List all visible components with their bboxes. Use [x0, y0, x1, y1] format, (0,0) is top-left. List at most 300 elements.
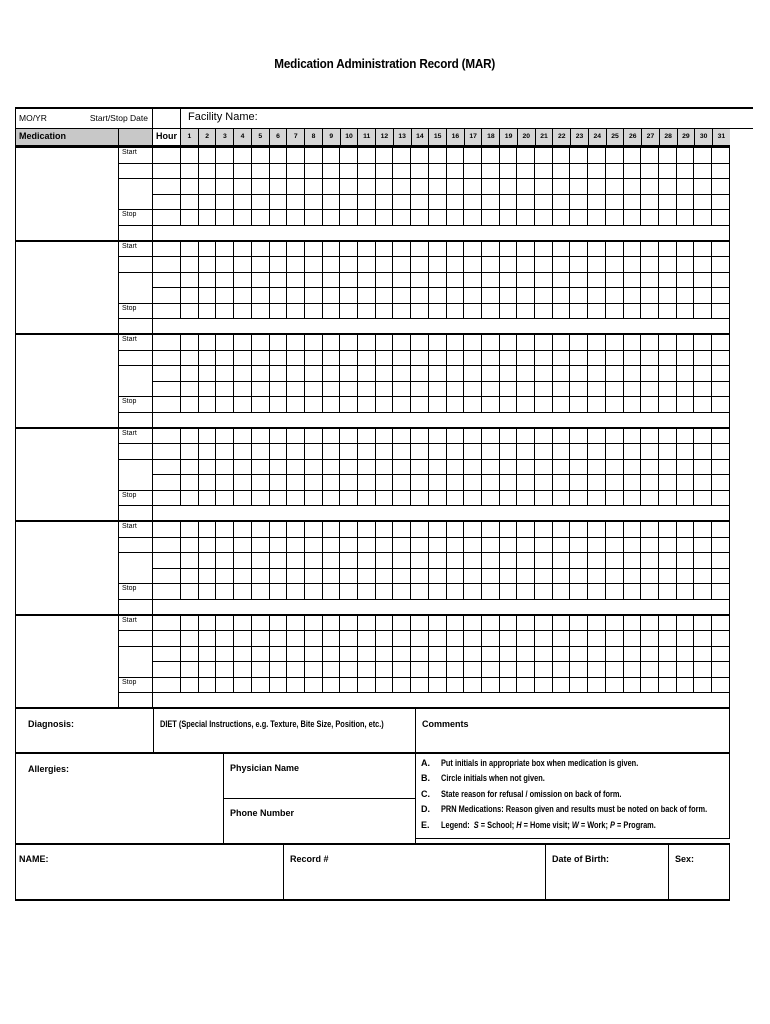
day-cell[interactable] [270, 584, 288, 599]
day-cell[interactable] [287, 304, 305, 319]
day-cell[interactable] [216, 366, 234, 381]
day-cell[interactable] [252, 397, 270, 412]
day-cell[interactable] [694, 491, 712, 506]
day-cell[interactable] [252, 164, 270, 179]
hour-cell[interactable] [153, 397, 181, 412]
day-cell[interactable] [464, 553, 482, 568]
day-cell[interactable] [447, 553, 465, 568]
day-cell[interactable] [234, 429, 252, 444]
day-cell[interactable] [305, 491, 323, 506]
day-cell[interactable] [358, 257, 376, 272]
day-cell[interactable] [606, 210, 624, 225]
day-cell[interactable] [181, 164, 199, 179]
day-cell[interactable] [482, 584, 500, 599]
day-cell[interactable] [216, 491, 234, 506]
day-cell[interactable] [305, 522, 323, 537]
day-cell[interactable] [234, 647, 252, 662]
day-cell[interactable] [677, 382, 695, 397]
day-cell[interactable] [323, 242, 341, 257]
hour-cell[interactable] [153, 351, 181, 366]
day-cell[interactable] [287, 429, 305, 444]
day-cell[interactable] [606, 397, 624, 412]
day-cell[interactable] [712, 382, 729, 397]
day-cell[interactable] [411, 429, 429, 444]
day-cell[interactable] [482, 382, 500, 397]
day-cell[interactable] [234, 678, 252, 693]
day-cell[interactable] [464, 475, 482, 490]
day-cell[interactable] [305, 647, 323, 662]
day-cell[interactable] [305, 460, 323, 475]
day-cell[interactable] [323, 553, 341, 568]
day-cell[interactable] [305, 475, 323, 490]
day-cell[interactable] [234, 179, 252, 194]
day-cell[interactable] [553, 335, 571, 350]
day-cell[interactable] [588, 491, 606, 506]
day-cell[interactable] [500, 351, 518, 366]
day-cell[interactable] [641, 429, 659, 444]
day-cell[interactable] [287, 382, 305, 397]
day-cell[interactable] [677, 631, 695, 646]
day-cell[interactable] [447, 475, 465, 490]
day-cell[interactable] [358, 444, 376, 459]
day-cell[interactable] [659, 522, 677, 537]
day-cell[interactable] [216, 210, 234, 225]
day-cell[interactable] [464, 616, 482, 631]
day-cell[interactable] [305, 335, 323, 350]
day-cell[interactable] [287, 475, 305, 490]
day-cell[interactable] [517, 210, 535, 225]
hour-cell[interactable] [153, 616, 181, 631]
day-cell[interactable] [323, 647, 341, 662]
day-cell[interactable] [553, 195, 571, 210]
top-row-gap-cell[interactable] [153, 109, 181, 128]
day-cell[interactable] [358, 631, 376, 646]
day-cell[interactable] [287, 397, 305, 412]
day-cell[interactable] [588, 351, 606, 366]
day-cell[interactable] [677, 444, 695, 459]
day-cell[interactable] [553, 522, 571, 537]
day-cell[interactable] [500, 647, 518, 662]
day-cell[interactable] [606, 616, 624, 631]
day-cell[interactable] [641, 538, 659, 553]
day-cell[interactable] [712, 616, 729, 631]
day-cell[interactable] [482, 242, 500, 257]
day-cell[interactable] [199, 584, 217, 599]
day-cell[interactable] [270, 553, 288, 568]
day-cell[interactable] [199, 616, 217, 631]
day-cell[interactable] [588, 460, 606, 475]
day-cell[interactable] [606, 647, 624, 662]
day-cell[interactable] [535, 164, 553, 179]
day-cell[interactable] [659, 475, 677, 490]
day-cell[interactable] [712, 288, 729, 303]
medication-name-cell[interactable] [16, 522, 119, 614]
day-cell[interactable] [287, 195, 305, 210]
day-cell[interactable] [694, 351, 712, 366]
day-cell[interactable] [216, 429, 234, 444]
day-cell[interactable] [500, 522, 518, 537]
medication-name-cell[interactable] [16, 335, 119, 427]
day-cell[interactable] [181, 429, 199, 444]
hour-cell[interactable] [153, 195, 181, 210]
day-cell[interactable] [252, 257, 270, 272]
day-cell[interactable] [677, 366, 695, 381]
day-cell[interactable] [323, 164, 341, 179]
day-cell[interactable] [570, 288, 588, 303]
day-cell[interactable] [447, 584, 465, 599]
day-cell[interactable] [677, 662, 695, 677]
day-cell[interactable] [482, 148, 500, 163]
day-cell[interactable] [535, 397, 553, 412]
day-cell[interactable] [287, 569, 305, 584]
day-cell[interactable] [411, 195, 429, 210]
hour-cell[interactable] [153, 257, 181, 272]
day-cell[interactable] [677, 429, 695, 444]
day-cell[interactable] [553, 460, 571, 475]
day-cell[interactable] [216, 257, 234, 272]
day-cell[interactable] [588, 164, 606, 179]
day-cell[interactable] [340, 397, 358, 412]
day-cell[interactable] [588, 304, 606, 319]
hour-cell[interactable] [153, 678, 181, 693]
day-cell[interactable] [553, 491, 571, 506]
stop-date-cell[interactable]: Stop [119, 210, 152, 226]
day-cell[interactable] [517, 491, 535, 506]
day-cell[interactable] [624, 647, 642, 662]
day-cell[interactable] [216, 522, 234, 537]
day-cell[interactable] [358, 335, 376, 350]
day-cell[interactable] [323, 148, 341, 163]
day-cell[interactable] [393, 164, 411, 179]
day-cell[interactable] [216, 397, 234, 412]
day-cell[interactable] [500, 553, 518, 568]
day-cell[interactable] [216, 179, 234, 194]
day-cell[interactable] [624, 538, 642, 553]
day-cell[interactable] [712, 647, 729, 662]
day-cell[interactable] [429, 288, 447, 303]
day-cell[interactable] [624, 273, 642, 288]
day-cell[interactable] [358, 616, 376, 631]
day-cell[interactable] [429, 569, 447, 584]
day-cell[interactable] [500, 179, 518, 194]
hour-cell[interactable] [153, 553, 181, 568]
day-cell[interactable] [588, 366, 606, 381]
hour-cell[interactable] [153, 242, 181, 257]
day-cell[interactable] [553, 553, 571, 568]
day-cell[interactable] [234, 210, 252, 225]
day-cell[interactable] [535, 335, 553, 350]
day-cell[interactable] [464, 195, 482, 210]
day-cell[interactable] [411, 616, 429, 631]
day-cell[interactable] [234, 616, 252, 631]
day-cell[interactable] [500, 538, 518, 553]
day-cell[interactable] [553, 584, 571, 599]
hour-cell[interactable] [153, 522, 181, 537]
day-cell[interactable] [252, 491, 270, 506]
day-cell[interactable] [659, 148, 677, 163]
day-cell[interactable] [447, 366, 465, 381]
day-cell[interactable] [447, 210, 465, 225]
day-cell[interactable] [340, 678, 358, 693]
day-cell[interactable] [199, 429, 217, 444]
day-cell[interactable] [500, 242, 518, 257]
day-cell[interactable] [305, 429, 323, 444]
day-cell[interactable] [252, 584, 270, 599]
day-cell[interactable] [606, 273, 624, 288]
day-cell[interactable] [641, 195, 659, 210]
day-cell[interactable] [606, 429, 624, 444]
day-cell[interactable] [234, 584, 252, 599]
day-cell[interactable] [570, 366, 588, 381]
day-cell[interactable] [641, 553, 659, 568]
hour-entry-label-cell[interactable] [119, 444, 152, 460]
day-cell[interactable] [305, 179, 323, 194]
day-cell[interactable] [570, 616, 588, 631]
day-cell[interactable] [482, 429, 500, 444]
day-cell[interactable] [606, 662, 624, 677]
day-cell[interactable] [588, 288, 606, 303]
day-cell[interactable] [340, 647, 358, 662]
day-cell[interactable] [323, 429, 341, 444]
day-cell[interactable] [287, 678, 305, 693]
day-cell[interactable] [393, 273, 411, 288]
day-cell[interactable] [712, 429, 729, 444]
day-cell[interactable] [287, 647, 305, 662]
day-cell[interactable] [252, 242, 270, 257]
day-cell[interactable] [234, 522, 252, 537]
day-cell[interactable] [482, 179, 500, 194]
day-cell[interactable] [624, 304, 642, 319]
day-cell[interactable] [624, 195, 642, 210]
day-cell[interactable] [181, 475, 199, 490]
day-cell[interactable] [535, 616, 553, 631]
day-cell[interactable] [659, 179, 677, 194]
day-cell[interactable] [517, 257, 535, 272]
day-cell[interactable] [305, 616, 323, 631]
day-cell[interactable] [535, 553, 553, 568]
day-cell[interactable] [694, 148, 712, 163]
day-cell[interactable] [712, 569, 729, 584]
day-cell[interactable] [694, 273, 712, 288]
day-cell[interactable] [376, 288, 394, 303]
day-cell[interactable] [376, 647, 394, 662]
day-cell[interactable] [659, 397, 677, 412]
day-cell[interactable] [517, 351, 535, 366]
day-cell[interactable] [270, 335, 288, 350]
day-cell[interactable] [181, 616, 199, 631]
day-cell[interactable] [535, 366, 553, 381]
day-cell[interactable] [482, 631, 500, 646]
day-cell[interactable] [517, 164, 535, 179]
day-cell[interactable] [411, 148, 429, 163]
day-cell[interactable] [323, 288, 341, 303]
day-cell[interactable] [482, 522, 500, 537]
day-cell[interactable] [393, 148, 411, 163]
day-cell[interactable] [500, 273, 518, 288]
day-cell[interactable] [216, 195, 234, 210]
day-cell[interactable] [234, 475, 252, 490]
day-cell[interactable] [641, 288, 659, 303]
day-cell[interactable] [447, 569, 465, 584]
day-cell[interactable] [588, 475, 606, 490]
day-cell[interactable] [535, 148, 553, 163]
day-cell[interactable] [694, 631, 712, 646]
day-cell[interactable] [712, 662, 729, 677]
day-cell[interactable] [376, 351, 394, 366]
day-cell[interactable] [270, 522, 288, 537]
day-cell[interactable] [287, 148, 305, 163]
sex-field[interactable] [669, 845, 730, 899]
day-cell[interactable] [411, 210, 429, 225]
day-cell[interactable] [216, 304, 234, 319]
day-cell[interactable] [641, 475, 659, 490]
day-cell[interactable] [482, 460, 500, 475]
day-cell[interactable] [199, 273, 217, 288]
day-cell[interactable] [712, 273, 729, 288]
day-cell[interactable] [429, 257, 447, 272]
day-cell[interactable] [199, 538, 217, 553]
day-cell[interactable] [411, 662, 429, 677]
day-cell[interactable] [694, 382, 712, 397]
day-cell[interactable] [393, 584, 411, 599]
day-cell[interactable] [429, 444, 447, 459]
day-cell[interactable] [624, 475, 642, 490]
day-cell[interactable] [340, 444, 358, 459]
allergies-field[interactable] [16, 754, 224, 843]
day-cell[interactable] [464, 179, 482, 194]
day-cell[interactable] [712, 335, 729, 350]
day-cell[interactable] [464, 366, 482, 381]
day-cell[interactable] [340, 460, 358, 475]
day-cell[interactable] [393, 475, 411, 490]
day-cell[interactable] [216, 616, 234, 631]
day-cell[interactable] [659, 491, 677, 506]
day-cell[interactable] [535, 382, 553, 397]
day-cell[interactable] [234, 491, 252, 506]
day-cell[interactable] [500, 584, 518, 599]
day-cell[interactable] [252, 179, 270, 194]
day-cell[interactable] [694, 444, 712, 459]
day-cell[interactable] [270, 444, 288, 459]
day-cell[interactable] [641, 444, 659, 459]
day-cell[interactable] [358, 584, 376, 599]
day-cell[interactable] [234, 195, 252, 210]
hour-cell[interactable] [153, 491, 181, 506]
day-cell[interactable] [464, 444, 482, 459]
day-cell[interactable] [677, 584, 695, 599]
day-cell[interactable] [393, 647, 411, 662]
day-cell[interactable] [553, 273, 571, 288]
day-cell[interactable] [553, 148, 571, 163]
day-cell[interactable] [393, 397, 411, 412]
day-cell[interactable] [199, 288, 217, 303]
day-cell[interactable] [517, 382, 535, 397]
day-cell[interactable] [500, 569, 518, 584]
day-cell[interactable] [694, 475, 712, 490]
day-cell[interactable] [641, 647, 659, 662]
day-cell[interactable] [181, 553, 199, 568]
day-cell[interactable] [199, 210, 217, 225]
medication-name-cell[interactable] [16, 148, 119, 240]
day-cell[interactable] [429, 491, 447, 506]
day-cell[interactable] [270, 616, 288, 631]
day-cell[interactable] [323, 491, 341, 506]
day-cell[interactable] [252, 616, 270, 631]
day-cell[interactable] [482, 662, 500, 677]
day-cell[interactable] [270, 569, 288, 584]
stop-date-cell[interactable]: Stop [119, 584, 152, 600]
day-cell[interactable] [694, 569, 712, 584]
day-cell[interactable] [606, 538, 624, 553]
day-cell[interactable] [606, 678, 624, 693]
day-cell[interactable] [694, 164, 712, 179]
day-cell[interactable] [358, 273, 376, 288]
day-cell[interactable] [624, 678, 642, 693]
day-cell[interactable] [411, 522, 429, 537]
day-cell[interactable] [694, 678, 712, 693]
day-cell[interactable] [712, 179, 729, 194]
day-cell[interactable] [287, 662, 305, 677]
day-cell[interactable] [216, 382, 234, 397]
hour-cell[interactable] [153, 148, 181, 163]
day-cell[interactable] [535, 444, 553, 459]
day-cell[interactable] [570, 164, 588, 179]
day-cell[interactable] [358, 179, 376, 194]
day-cell[interactable] [553, 444, 571, 459]
day-cell[interactable] [376, 257, 394, 272]
day-cell[interactable] [500, 382, 518, 397]
day-cell[interactable] [216, 475, 234, 490]
day-cell[interactable] [659, 382, 677, 397]
day-cell[interactable] [482, 366, 500, 381]
day-cell[interactable] [216, 242, 234, 257]
day-cell[interactable] [429, 195, 447, 210]
day-cell[interactable] [712, 366, 729, 381]
day-cell[interactable] [464, 647, 482, 662]
day-cell[interactable] [411, 288, 429, 303]
day-cell[interactable] [500, 257, 518, 272]
day-cell[interactable] [641, 491, 659, 506]
day-cell[interactable] [270, 460, 288, 475]
day-cell[interactable] [677, 242, 695, 257]
day-cell[interactable] [464, 631, 482, 646]
day-cell[interactable] [199, 475, 217, 490]
day-cell[interactable] [234, 273, 252, 288]
day-cell[interactable] [677, 678, 695, 693]
day-cell[interactable] [429, 148, 447, 163]
day-cell[interactable] [677, 522, 695, 537]
day-cell[interactable] [340, 631, 358, 646]
day-cell[interactable] [694, 335, 712, 350]
day-cell[interactable] [305, 148, 323, 163]
day-cell[interactable] [270, 366, 288, 381]
day-cell[interactable] [376, 475, 394, 490]
day-cell[interactable] [323, 257, 341, 272]
day-cell[interactable] [199, 304, 217, 319]
day-cell[interactable] [287, 288, 305, 303]
day-cell[interactable] [393, 460, 411, 475]
day-cell[interactable] [252, 631, 270, 646]
day-cell[interactable] [305, 444, 323, 459]
day-cell[interactable] [376, 553, 394, 568]
date-of-birth-field[interactable] [546, 845, 669, 899]
day-cell[interactable] [429, 382, 447, 397]
day-cell[interactable] [677, 351, 695, 366]
day-cell[interactable] [535, 522, 553, 537]
day-cell[interactable] [393, 616, 411, 631]
stop-date-cell[interactable]: Stop [119, 491, 152, 507]
day-cell[interactable] [694, 257, 712, 272]
